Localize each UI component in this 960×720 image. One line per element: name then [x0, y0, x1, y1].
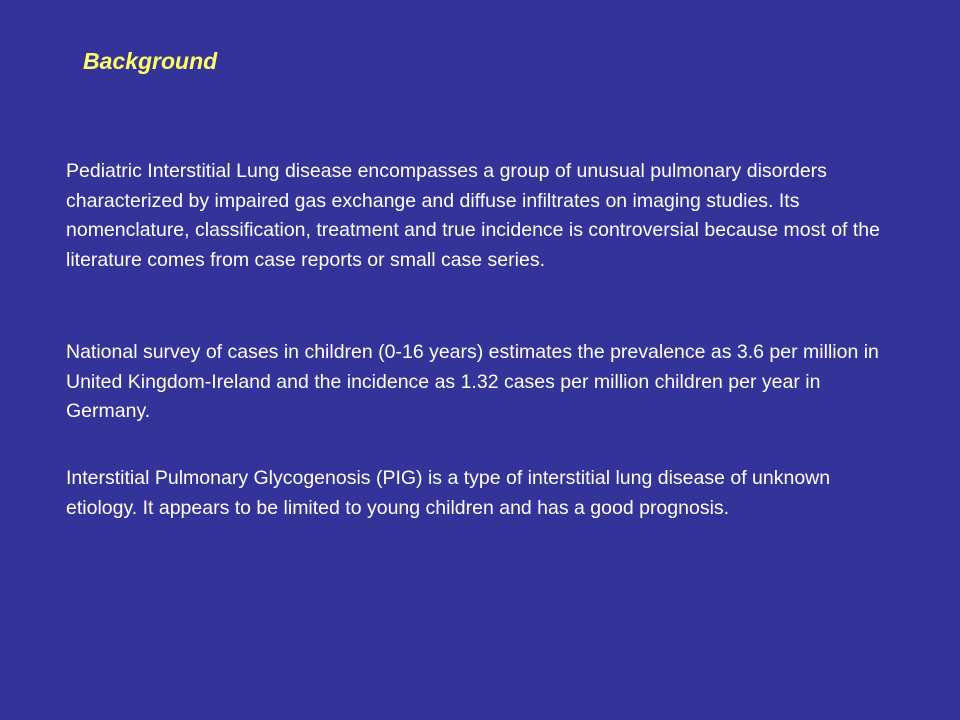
slide-title: Background [83, 48, 218, 74]
paragraph-pild-definition: Pediatric Interstitial Lung disease encompasses a group of unusual pulmonary disorders characterized by impaired gas exchange and diffuse infiltrates on imaging studies. Its nomenclature, classification, treatment and true incidence is controversial because most of the literature comes from case reports or small case series. [66, 160, 881, 271]
paragraph-prevalence-survey: National survey of cases in children (0-16 years) estimates the prevalence as 3.6 per million in United Kingdom-Ireland and the incidence as 1.32 cases per million children per year in Germany. [66, 341, 879, 422]
paragraph-pig-description: Interstitial Pulmonary Glycogenosis (PIG) is a type of interstitial lung disease of unknown etiology. It appears to be limited to young children and has a good prognosis. [66, 467, 831, 519]
